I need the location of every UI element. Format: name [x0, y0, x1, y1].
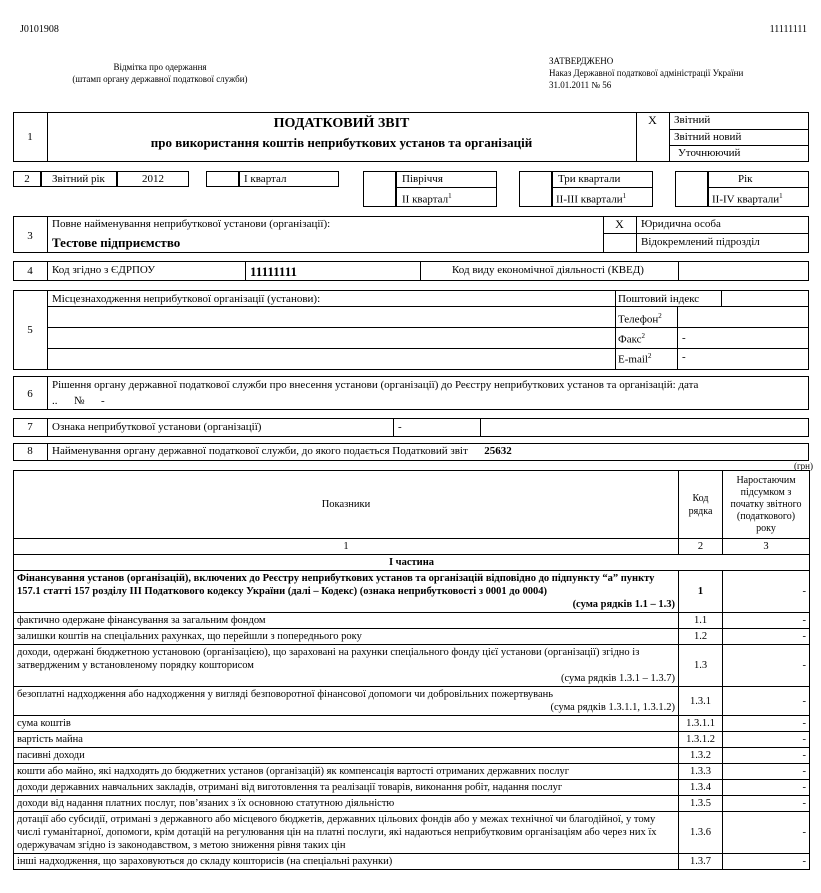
section-5-number: 5	[27, 324, 33, 336]
part-title: I частина	[14, 555, 810, 571]
year-value: 2012	[142, 173, 164, 185]
table-row	[14, 732, 810, 748]
row-code: 1.3.7	[679, 854, 723, 870]
header-indicators: Показники	[14, 471, 679, 539]
form-code: J0101908	[20, 24, 59, 35]
row-text: фактично одержане фінансування за загальним фондом	[17, 615, 266, 626]
row-code: 1.3.1.1	[679, 716, 723, 732]
table-row	[14, 629, 810, 645]
report-subtitle: про використання коштів неприбуткових установ та організацій	[150, 135, 533, 150]
approved-line2: Наказ Державної податкової адміністрації України	[549, 68, 744, 78]
row-code: 1.3.5	[679, 796, 723, 812]
row-text: пасивні доходи	[17, 750, 85, 761]
row-code: 1.3.1	[679, 687, 723, 716]
q2-label: II квартал$^1$	[402, 192, 452, 206]
edrpou-top: 11111111	[769, 24, 807, 35]
header-code: Код рядка	[679, 471, 723, 539]
row-indicator	[14, 812, 679, 854]
row-text: кошти або майно, які надходять до бюджетних установ (організацій) як компенсація вартості отриманих державних послуг	[17, 766, 570, 777]
report-type-mark[interactable]: X	[648, 113, 657, 127]
nonprofit-sign-value[interactable]: -	[398, 421, 402, 433]
address-label: Місцезнаходження неприбуткової організації (установи):	[52, 293, 321, 305]
q23-label: II-III квартали$^1$	[556, 192, 627, 206]
row-code: 1.3.4	[679, 780, 723, 796]
row-indicator	[14, 687, 679, 716]
row-value[interactable]: -	[723, 571, 810, 613]
half-checkbox[interactable]	[363, 171, 396, 207]
report-title: ПОДАТКОВИЙ ЗВІТ	[273, 116, 410, 131]
phone-label: Телефон$^2$	[618, 312, 662, 326]
row-value[interactable]: -	[723, 716, 810, 732]
q3-checkbox[interactable]	[519, 171, 552, 207]
row-value[interactable]: -	[723, 687, 810, 716]
row-code: 1.3	[679, 645, 723, 687]
table-row	[14, 716, 810, 732]
approved: ЗАТВЕРДЖЕНО	[549, 56, 614, 66]
row-text: залишки коштів на спеціальних рахунках, що перейшли з попереднього року	[17, 631, 362, 642]
section-4-number: 4	[27, 265, 33, 277]
edrpou-value[interactable]: 11111111	[250, 264, 297, 279]
email-value[interactable]: -	[682, 351, 686, 363]
table-row	[14, 796, 810, 812]
row-code: 1.2	[679, 629, 723, 645]
stamp-line1: Відмітка про одержання	[113, 62, 207, 72]
row-indicator	[14, 645, 679, 687]
entity-type-mark[interactable]: X	[615, 217, 624, 231]
row-text: сума коштів	[17, 718, 71, 729]
row-text: дотації або субсидії, отримані з державного або місцевого бюджетів, державних цільових фондів або у межах технічної чи благодійної, у тому числі гуманітарної, допомоги, крім дотацій на регулювання цін на платні послуги, які надаються неприбутковим організаціям або через них їх одержувачам згідно із законодавством, з метою зниження рівня таких цін	[17, 814, 657, 851]
tax-office-label: Найменування органу державної податкової служби, до якого подається Податковий звіт 25632	[52, 445, 512, 457]
fax-value[interactable]: -	[682, 332, 686, 344]
q24-label: II-IV квартали$^1$	[712, 192, 783, 206]
section-8-number: 8	[27, 445, 33, 457]
table-row	[14, 645, 810, 687]
row-indicator	[14, 613, 679, 629]
row-value[interactable]: -	[723, 780, 810, 796]
row-indicator	[14, 629, 679, 645]
row-indicator	[14, 764, 679, 780]
table-row	[14, 812, 810, 854]
row-text: Фінансування установ (організацій), включених до Реєстру неприбуткових установ та організацій відповідно до підпункту “а” пункту 157.1 статті 157 розділу ІІІ Податкового кодексу України (далі – Кодекс) (ознака неприбутковості з 0001 до 0004)	[17, 573, 655, 597]
section-2-number: 2	[24, 173, 30, 185]
registry-decision-label: Рішення органу державної податкової служби про внесення установи (організації) до Реєстру неприбуткових установ та організацій: дата	[52, 379, 699, 391]
row-code: 1	[679, 571, 723, 613]
year-total-checkbox[interactable]	[675, 171, 708, 207]
row-text: доходи від надання платних послуг, пов’язаних з їх основною статутною діяльністю	[17, 798, 395, 809]
kved-field[interactable]	[680, 262, 808, 280]
row-text: безоплатні надходження або надходження у вигляді безповоротної фінансової допомоги чи добровільних пожертвувань	[17, 689, 554, 700]
table-row	[14, 748, 810, 764]
year-label: Звітний рік	[52, 173, 105, 185]
financing-table	[13, 470, 810, 870]
table-row	[14, 571, 810, 613]
row-value[interactable]: -	[723, 748, 810, 764]
row-text: доходи державних навчальних закладів, отримані від виготовлення та реалізації товарів, виконання робіт, надання послуг	[17, 782, 563, 793]
tax-office-value[interactable]: 25632	[484, 445, 512, 457]
year-total-label: Рік	[738, 173, 753, 185]
row-indicator	[14, 854, 679, 870]
postal-field[interactable]	[722, 291, 808, 305]
q1-checkbox[interactable]	[206, 171, 239, 187]
row-value[interactable]: -	[723, 812, 810, 854]
stamp-line2: (штамп органу державної податкової служби)	[72, 74, 248, 84]
kved-label: Код виду економічної діяльності (КВЕД)	[452, 264, 644, 276]
row-value[interactable]: -	[723, 796, 810, 812]
report-type-new[interactable]: Звітний новий	[674, 131, 742, 143]
row-value[interactable]: -	[723, 613, 810, 629]
registry-decision-date[interactable]: .. № -	[52, 395, 105, 407]
section-3-number: 3	[27, 230, 33, 242]
col-num-1: 1	[14, 539, 679, 555]
currency-unit: (грн)	[793, 461, 813, 471]
row-text: інші надходження, що зараховуються до складу кошторисів (на спеціальні рахунки)	[17, 856, 393, 867]
row-text: доходи, одержані бюджетною установою (організацією), що зараховані на рахунки спеціального фонду цієї установи (організації) згідно із затвердженим у встановленому порядку кошторисом	[17, 647, 640, 671]
edrpou-label: Код згідно з ЄДРПОУ	[52, 264, 156, 276]
row-code: 1.3.1.2	[679, 732, 723, 748]
q3-label: Три квартали	[558, 173, 621, 185]
row-code: 1.3.6	[679, 812, 723, 854]
entity-legal[interactable]: Юридична особа	[641, 218, 721, 230]
report-type-correcting[interactable]: Уточнюючий	[678, 147, 741, 159]
header-total: Наростаючим підсумком з початку звітного (податкового) року	[723, 471, 810, 539]
row-value[interactable]: -	[723, 732, 810, 748]
row-indicator	[14, 796, 679, 812]
half-label: Півріччя	[402, 173, 443, 185]
row-sum-note: (сума рядків 1.1 – 1.3)	[572, 599, 675, 610]
row-code: 1.3.2	[679, 748, 723, 764]
postal-label: Поштовий індекс	[618, 293, 700, 305]
nonprofit-sign-label: Ознака неприбуткової установи (організації)	[52, 421, 262, 433]
email-label: E-mail$^2$	[618, 352, 652, 366]
section-7-number: 7	[27, 421, 33, 433]
row-value[interactable]: -	[723, 645, 810, 687]
col-num-3: 3	[723, 539, 810, 555]
row-sum-note: (сума рядків 1.3.1.1, 1.3.1.2)	[550, 702, 675, 713]
row-value[interactable]: -	[723, 854, 810, 870]
fax-label: Факс$^2$	[618, 332, 646, 346]
approved-line3: 31.01.2011 № 56	[549, 80, 612, 90]
row-indicator	[14, 748, 679, 764]
report-type-regular[interactable]: Звітний	[674, 114, 711, 126]
table-row	[14, 780, 810, 796]
table-row	[14, 764, 810, 780]
row-code: 1.3.3	[679, 764, 723, 780]
table-row	[14, 854, 810, 870]
row-value[interactable]: -	[723, 629, 810, 645]
row-indicator	[14, 571, 679, 613]
row-indicator	[14, 780, 679, 796]
entity-subdivision[interactable]: Відокремлений підрозділ	[641, 236, 760, 248]
col-num-2: 2	[679, 539, 723, 555]
row-text: вартість майна	[17, 734, 83, 745]
table-row	[14, 613, 810, 629]
row-code: 1.1	[679, 613, 723, 629]
row-indicator	[14, 732, 679, 748]
row-indicator	[14, 716, 679, 732]
q1-label: I квартал	[244, 173, 287, 185]
table-row	[14, 687, 810, 716]
section-1-number: 1	[27, 131, 33, 143]
org-name-label: Повне найменування неприбуткової установи (організації):	[52, 218, 331, 230]
row-sum-note: (сума рядків 1.3.1 – 1.3.7)	[560, 673, 675, 684]
org-name-value[interactable]: Тестове підприємство	[52, 235, 181, 250]
section-6-number: 6	[27, 388, 33, 400]
row-value[interactable]: -	[723, 764, 810, 780]
